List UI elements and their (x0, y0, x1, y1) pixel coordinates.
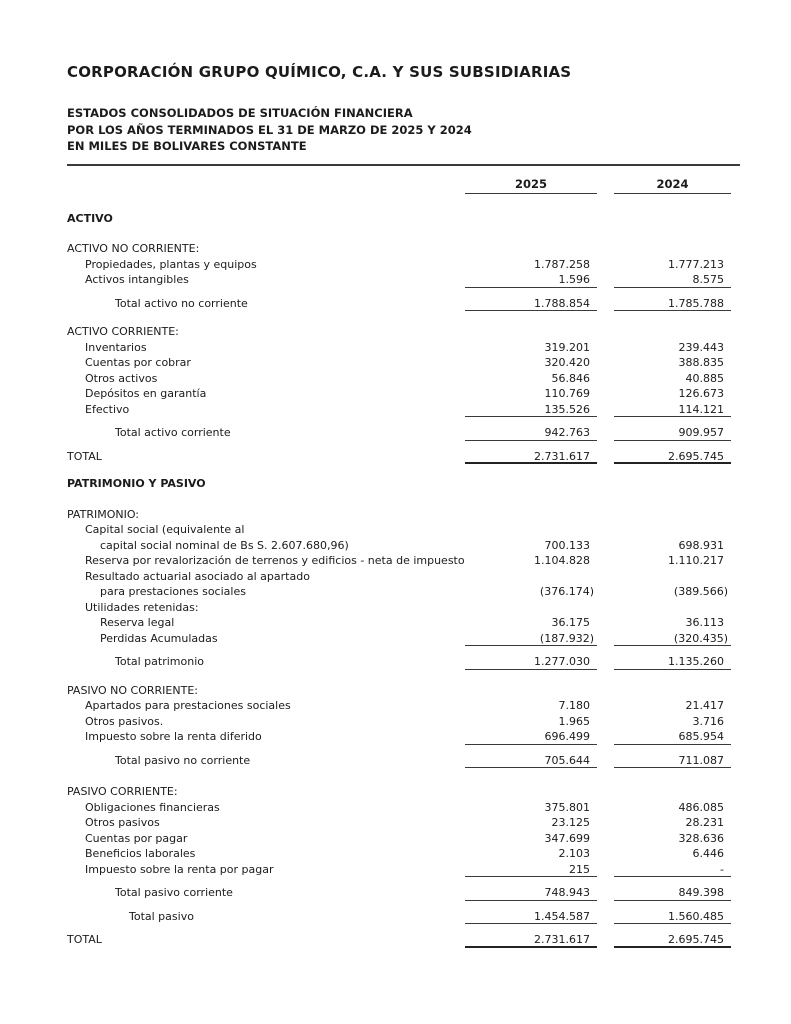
amount-2024: 849.398 (614, 885, 731, 901)
amount-2025: 56.846 (551, 371, 590, 385)
row-label: Apartados para prestaciones sociales (85, 699, 291, 712)
row-label: para prestaciones sociales (100, 585, 246, 598)
statement-row (67, 272, 740, 288)
statement-row (67, 241, 740, 257)
row-label: Perdidas Acumuladas (100, 631, 218, 645)
amount-2025: 320.420 (544, 356, 590, 369)
statement-row (67, 815, 740, 831)
amount-2025: 1.596 (465, 272, 597, 288)
amount-2024: 328.636 (678, 831, 724, 845)
statement-row (67, 932, 740, 948)
row-label: ACTIVO CORRIENTE: (67, 325, 179, 338)
statement-row (67, 698, 740, 714)
amount-2024: 711.087 (614, 753, 731, 769)
amount-2025: 347.699 (544, 831, 590, 845)
amount-2025: 2.103 (558, 847, 590, 860)
row-label: Total patrimonio (115, 655, 205, 668)
row-label: Total pasivo (129, 909, 194, 923)
row-label: Cuentas por pagar (85, 831, 188, 845)
row-label: ACTIVO NO CORRIENTE: (67, 242, 200, 255)
amount-2024: 126.673 (678, 387, 724, 400)
statement-row (67, 846, 740, 862)
row-label: Otros pasivos (85, 816, 160, 829)
amount-2025: 942.763 (465, 425, 597, 441)
statement-subtitle-line2: POR LOS AÑOS TERMINADOS EL 31 DE MARZO DE 2025 Y 2024 (67, 122, 472, 137)
statement-row (67, 729, 740, 745)
statement-row (67, 324, 740, 340)
row-label: Otros activos (85, 371, 158, 385)
page-title: CORPORACIÓN GRUPO QUÍMICO, C.A. Y SUS SUBSIDIARIAS (67, 63, 572, 81)
amount-2024: 698.931 (678, 538, 724, 552)
amount-2024: - (614, 862, 731, 878)
amount-2025: (187.932) (465, 631, 597, 647)
statement-row (67, 800, 740, 816)
row-label: Reserva por revalorización de terrenos y edificios - neta de impuesto (85, 554, 465, 567)
amount-2025: 135.526 (465, 402, 597, 418)
amount-2025: 7.180 (558, 699, 590, 712)
amount-2024: 1.785.788 (614, 296, 731, 312)
row-label: Propiedades, plantas y equipos (85, 257, 257, 271)
statement-subtitle-block (67, 105, 740, 155)
row-label: capital social nominal de Bs S. 2.607.680,96) (100, 538, 349, 552)
statement-row (67, 600, 740, 616)
column-header-2025: 2025 (465, 177, 597, 194)
row-label: Efectivo (85, 402, 130, 416)
amount-2024: 685.954 (614, 729, 731, 745)
row-label: Cuentas por cobrar (85, 356, 191, 369)
amount-2025: 696.499 (465, 729, 597, 745)
statement-row (67, 909, 740, 925)
amount-2025: 110.769 (544, 387, 590, 400)
statement-row (67, 371, 740, 387)
amount-2024: 28.231 (685, 816, 724, 829)
amount-2024: 388.835 (678, 356, 724, 369)
row-label: Impuesto sobre la renta por pagar (85, 862, 274, 876)
statement-content (67, 62, 740, 948)
statement-row (67, 584, 740, 600)
amount-2024: 40.885 (685, 371, 724, 385)
statement-row (67, 476, 740, 492)
amount-2025: 1.965 (558, 714, 590, 728)
statement-row (67, 425, 740, 441)
statement-row (67, 386, 740, 402)
amount-2025: 700.133 (544, 538, 590, 552)
statement-row (67, 615, 740, 631)
row-label: Utilidades retenidas: (85, 600, 199, 614)
statement-row (67, 257, 740, 273)
statement-row (67, 654, 740, 670)
amount-2025: 2.731.617 (465, 932, 597, 948)
statement-row (67, 553, 740, 569)
statement-row (67, 522, 740, 538)
amount-2025: 319.201 (544, 340, 590, 354)
row-label: Otros pasivos. (85, 714, 164, 728)
row-label: Activos intangibles (85, 273, 189, 286)
row-label: Total pasivo no corriente (115, 753, 251, 767)
row-label: Inventarios (85, 340, 147, 354)
row-label: TOTAL (67, 933, 102, 946)
amount-2024: 21.417 (685, 699, 724, 712)
amount-2025: 1.454.587 (465, 909, 597, 925)
row-label: Resultado actuarial asociado al apartado (85, 569, 310, 583)
row-label: TOTAL (67, 449, 102, 463)
amount-2024: 3.716 (692, 714, 724, 728)
amount-2025: (376.174) (539, 585, 594, 598)
amount-2025: 1.787.258 (534, 257, 590, 271)
row-label: PATRIMONIO: (67, 507, 139, 521)
statement-row (67, 885, 740, 901)
amount-2024: 6.446 (692, 847, 724, 860)
statement-row (67, 784, 740, 800)
statement-row (67, 296, 740, 312)
row-label: PASIVO CORRIENTE: (67, 785, 178, 798)
statement-row (67, 831, 740, 847)
row-label: Reserva legal (100, 616, 175, 629)
amount-2024: 2.695.745 (614, 932, 731, 948)
row-label: Total activo no corriente (115, 296, 248, 310)
row-label: Beneficios laborales (85, 847, 196, 860)
row-label: Total activo corriente (115, 426, 231, 439)
amount-2025: 23.125 (551, 816, 590, 829)
amount-2025: 1.788.854 (465, 296, 597, 312)
amount-2025: 36.175 (551, 616, 590, 629)
amount-2025: 2.731.617 (465, 449, 597, 465)
row-label: Capital social (equivalente al (85, 523, 245, 536)
amount-2024: 114.121 (614, 402, 731, 418)
statement-row (67, 507, 740, 523)
row-label: Impuesto sobre la renta diferido (85, 730, 262, 743)
amount-2025: 1.277.030 (465, 654, 597, 670)
statement-row (67, 211, 740, 227)
row-label: ACTIVO (67, 211, 113, 225)
amount-2025: 1.104.828 (534, 554, 590, 567)
statement-rows (67, 211, 740, 948)
statement-row (67, 355, 740, 371)
statement-row (67, 753, 740, 769)
amount-2024: 36.113 (685, 616, 724, 629)
statement-subtitle-line1: ESTADOS CONSOLIDADOS DE SITUACIÓN FINANCIERA (67, 106, 413, 120)
statement-subtitle-line3: EN MILES DE BOLIVARES CONSTANTE (67, 139, 307, 153)
amount-2025: 375.801 (544, 800, 590, 814)
amount-2024: 909.957 (614, 425, 731, 441)
row-label: Total pasivo corriente (115, 886, 233, 899)
amount-2025: 705.644 (465, 753, 597, 769)
amount-2024: 1.135.260 (614, 654, 731, 670)
statement-row (67, 538, 740, 554)
amount-2024: 2.695.745 (614, 449, 731, 465)
amount-2024: (389.566) (673, 585, 728, 598)
statement-row (67, 402, 740, 418)
statement-row (67, 340, 740, 356)
statement-row (67, 631, 740, 647)
statement-row (67, 714, 740, 730)
amount-2025: 215 (465, 862, 597, 878)
column-header-2024: 2024 (614, 177, 731, 194)
statement-row (67, 683, 740, 699)
amount-2024: 486.085 (678, 800, 724, 814)
row-label: Depósitos en garantía (85, 387, 207, 400)
amount-2025: 748.943 (465, 885, 597, 901)
amount-2024: (320.435) (614, 631, 731, 647)
amount-2024: 1.110.217 (668, 554, 724, 567)
row-label: PATRIMONIO Y PASIVO (67, 477, 206, 490)
row-label: Obligaciones financieras (85, 800, 220, 814)
statement-row (67, 449, 740, 465)
amount-2024: 1.560.485 (614, 909, 731, 925)
statement-row (67, 569, 740, 585)
amount-2024: 1.777.213 (668, 257, 724, 271)
column-headers (67, 166, 740, 197)
row-label: PASIVO NO CORRIENTE: (67, 683, 198, 697)
amount-2024: 239.443 (678, 340, 724, 354)
statement-row (67, 862, 740, 878)
amount-2024: 8.575 (614, 272, 731, 288)
